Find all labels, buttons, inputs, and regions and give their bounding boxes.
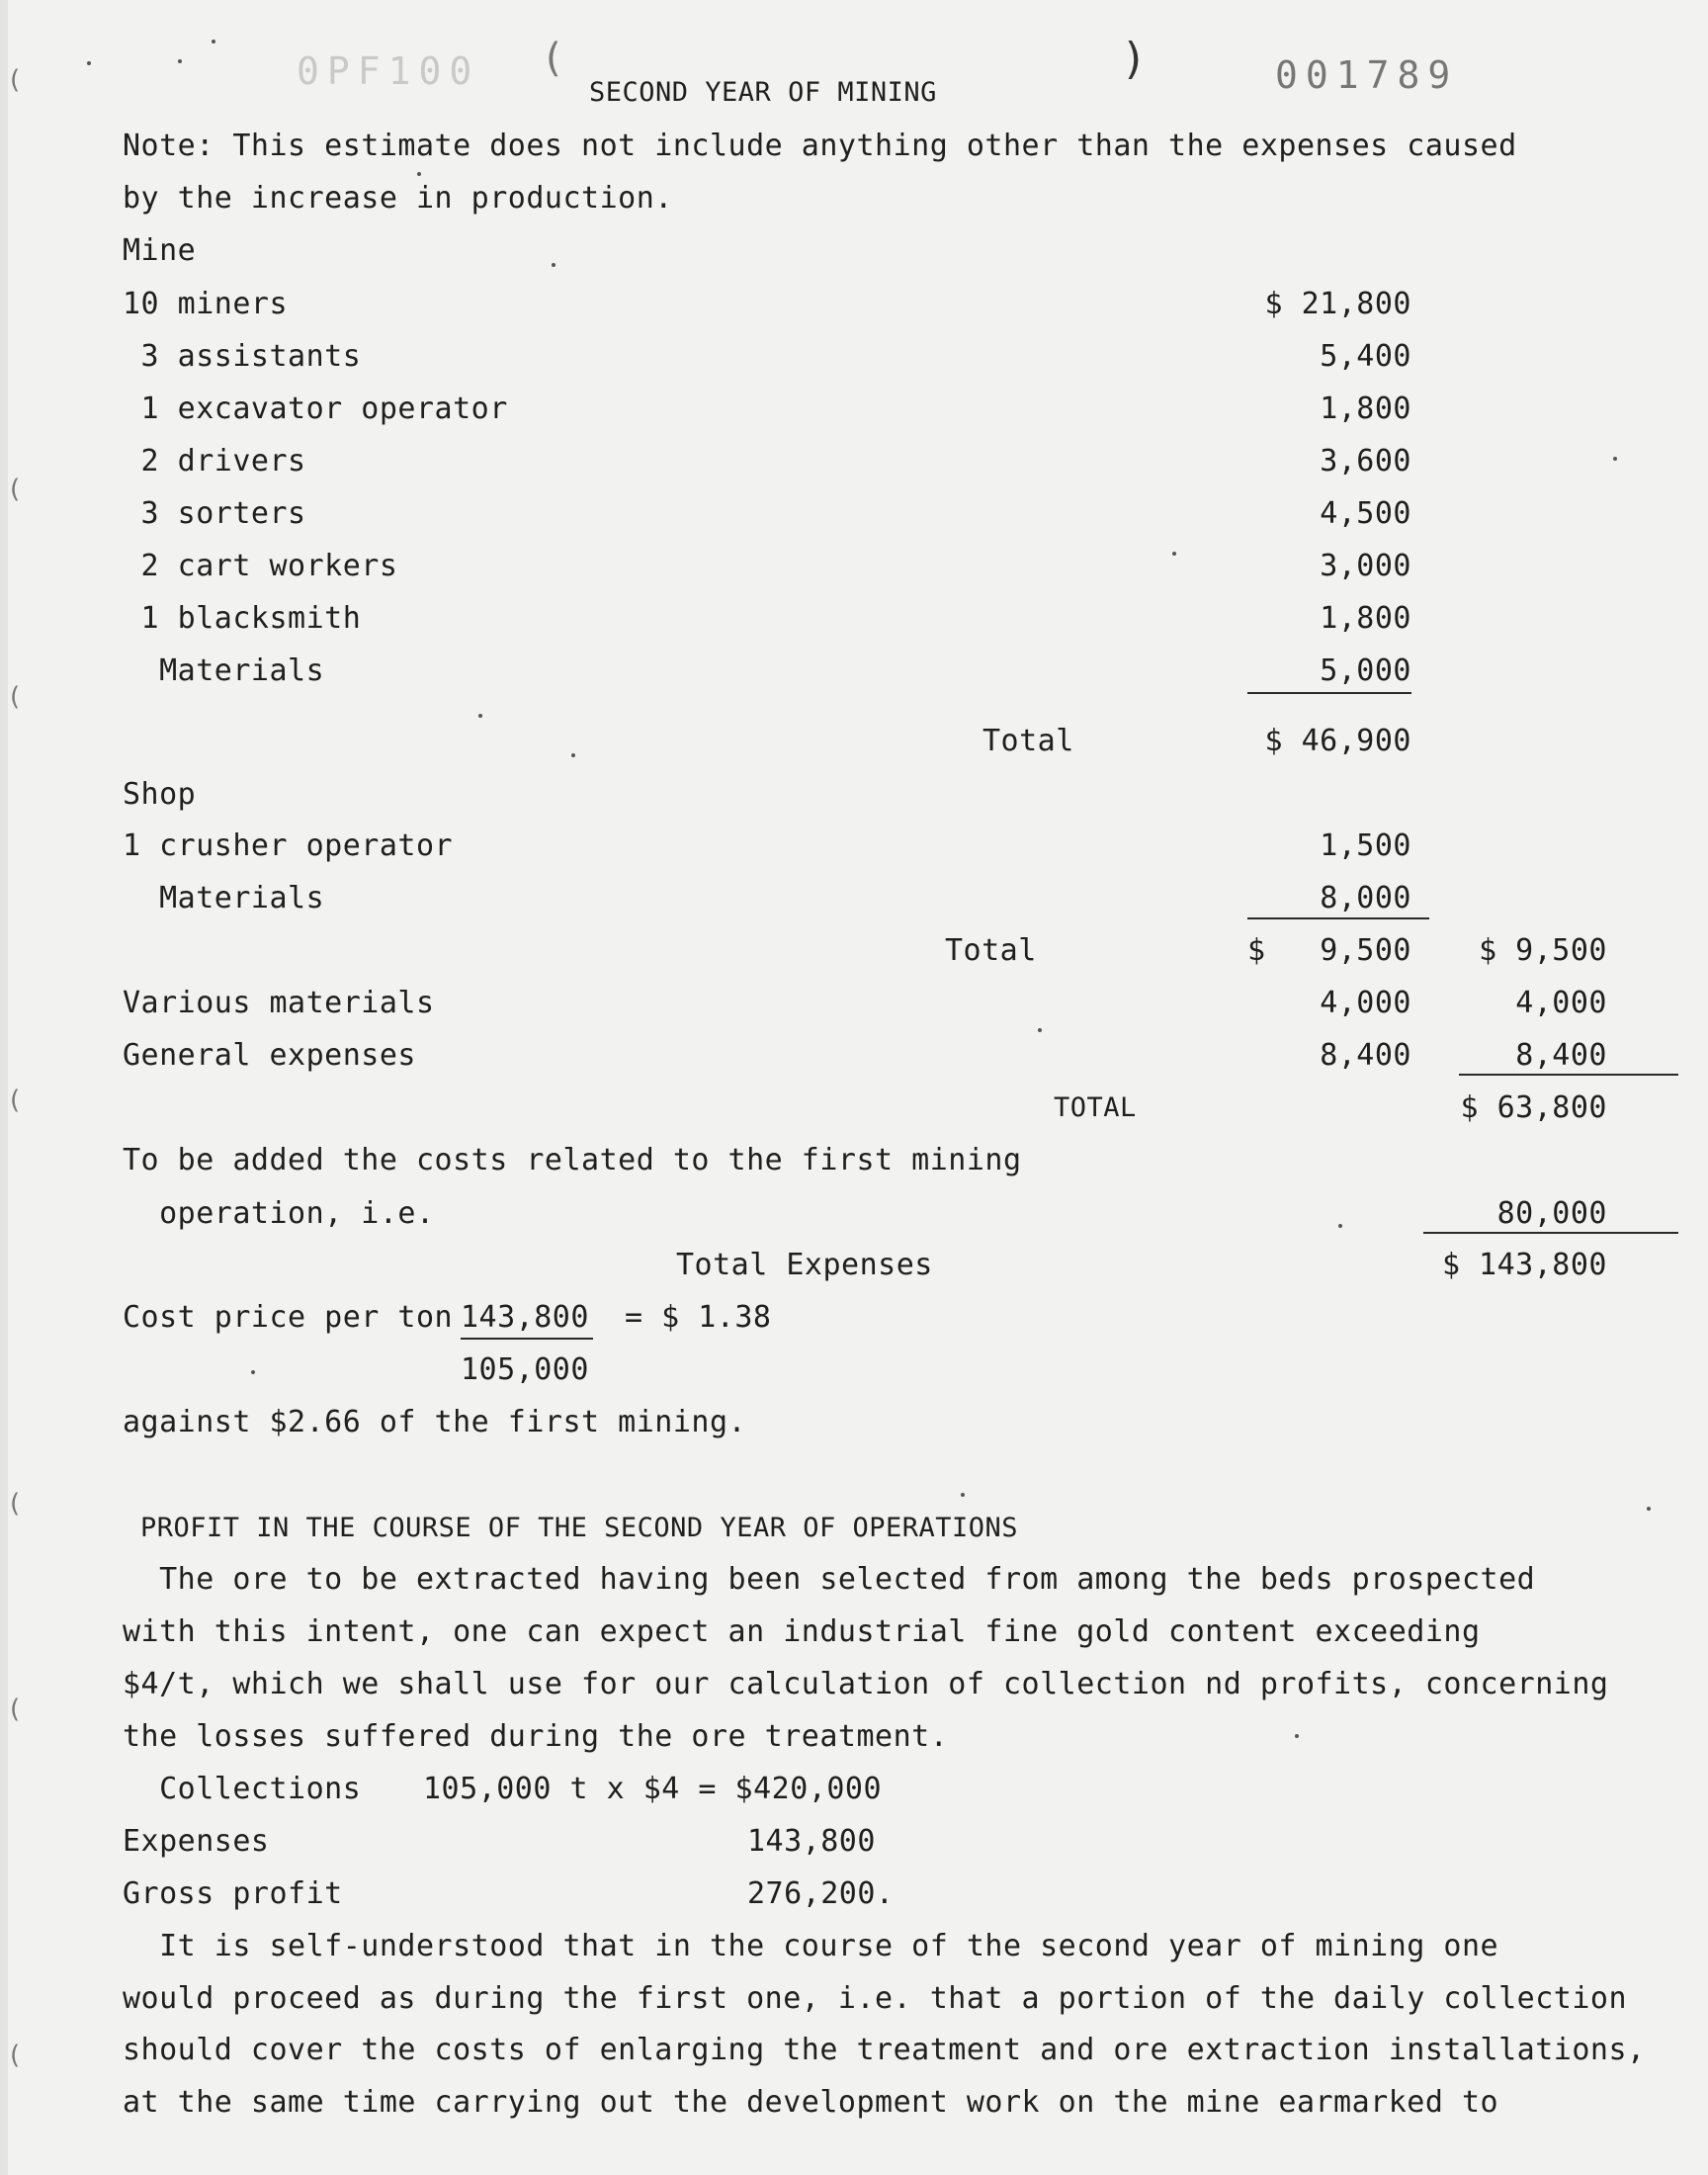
added-costs-line-1: To be added the costs related to the first mining [123,1143,1022,1177]
shop-item-label: Materials [123,881,325,915]
grand-total-rule [1459,1074,1678,1076]
collections-calc: 105,000 t x $4 = $420,000 [423,1772,883,1806]
shop-item-amount: 8,000 [1320,881,1411,915]
note-line-2: by the increase in production. [123,181,673,216]
other-item-label: General expenses [123,1038,416,1073]
mine-item-label: Materials [123,653,325,688]
mine-total-amount: $ 46,900 [1264,724,1411,758]
profit-para-line: with this intent, one can expect an industrial fine gold content exceeding [123,1614,1481,1649]
mine-heading: Mine [123,233,197,268]
against-first-mining: against $2.66 of the first mining. [123,1405,747,1439]
mine-item-amount: 5,400 [1320,339,1411,374]
mine-total-label: Total [982,724,1074,758]
punch-mark-right: ) [1125,34,1143,84]
scan-margin-mark: ( [10,1086,21,1115]
shop-total-label: Total [945,933,1037,968]
punch-mark: ( [546,36,561,81]
expenses-amount: 143,800 [747,1824,876,1859]
gross-profit-amount: 276,200. [747,1876,895,1911]
mine-item-label: 1 excavator operator [123,392,508,426]
page-edge [0,0,8,2175]
added-costs-amount: 80,000 [1496,1196,1607,1231]
mine-item-label: 10 miners [123,287,289,321]
speck [478,714,482,718]
speck [1295,1734,1299,1738]
shop-total-carry: $ 9,500 [1479,933,1607,968]
mine-item-amount: 3,600 [1320,444,1411,478]
expenses-label: Expenses [123,1824,270,1859]
other-item-label: Various materials [123,986,435,1020]
profit-heading: PROFIT IN THE COURSE OF THE SECOND YEAR OF OPERATIONS [140,1513,1019,1543]
mine-item-label: 2 cart workers [123,549,398,583]
profit-para-line: $4/t, which we shall use for our calculation of collection nd profits, concerning [123,1667,1609,1701]
mine-subtotal-rule [1247,692,1411,694]
shop-total-amount: 9,500 [1320,933,1411,968]
total-expenses-label: Total Expenses [676,1248,933,1282]
scan-margin-mark: ( [10,1489,21,1519]
cost-denominator: 105,000 [461,1352,589,1387]
speck [1613,457,1617,461]
speck [417,172,421,176]
shop-item-amount: 1,500 [1320,828,1411,863]
speck [1172,552,1176,556]
mine-item-label: 3 sorters [123,496,306,531]
other-item-amount: 8,400 [1320,1038,1411,1073]
page-title: SECOND YEAR OF MINING [589,77,937,108]
mine-item-amount: 4,500 [1320,496,1411,531]
shop-heading: Shop [123,777,197,812]
scan-margin-mark: ( [10,65,21,95]
cost-numerator: 143,800 [461,1300,589,1335]
profit-para-line: the losses suffered during the ore treatment. [123,1719,949,1754]
mine-item-label: 1 blacksmith [123,601,362,636]
shop-item-label: 1 crusher operator [123,828,454,863]
scan-margin-mark: ( [10,2041,21,2070]
total-expenses-rule [1423,1232,1678,1234]
total-expenses-amount: $ 143,800 [1441,1248,1607,1282]
fraction-bar [461,1338,593,1340]
mine-item-label: 3 assistants [123,339,362,374]
mine-item-amount: 1,800 [1320,601,1411,636]
speck [212,40,215,44]
shop-total-currency: $ [1247,933,1266,968]
speck [961,1493,965,1497]
mine-item-amount: 5,000 [1320,653,1411,688]
closing-line: at the same time carrying out the development work on the mine earmarked to [123,2085,1499,2120]
speck [1038,1028,1042,1032]
mine-item-label: 2 drivers [123,444,306,478]
closing-line: would proceed as during the first one, i.e. that a portion of the daily collection [123,1981,1628,2016]
shop-subtotal-rule [1247,917,1429,919]
speck [251,1370,255,1374]
closing-line: should cover the costs of enlarging the treatment and ore extraction installations, [123,2033,1646,2067]
collections-label: Collections [123,1772,362,1806]
profit-para-line: The ore to be extracted having been selected from among the beds prospected [123,1562,1536,1597]
mine-item-amount: 3,000 [1320,549,1411,583]
speck [178,59,182,63]
gross-profit-label: Gross profit [123,1876,343,1911]
other-item-amount: 4,000 [1320,986,1411,1020]
speck [552,263,555,267]
cost-price-label: Cost price per ton [123,1300,454,1335]
grand-total-amount: $ 63,800 [1460,1090,1607,1125]
faint-doc-number: 0PF100 [297,49,480,93]
speck [571,753,575,757]
speck [87,61,91,65]
added-costs-line-2: operation, i.e. [123,1196,435,1231]
other-item-carry: 8,400 [1515,1038,1607,1073]
doc-number: 001789 [1275,53,1459,97]
mine-item-amount: 1,800 [1320,392,1411,426]
mine-item-amount: $ 21,800 [1264,287,1411,321]
scan-margin-mark: ( [10,1695,21,1724]
other-item-carry: 4,000 [1515,986,1607,1020]
scan-margin-mark: ( [10,475,21,504]
speck [1647,1507,1651,1511]
note-line-1: Note: This estimate does not include anything other than the expenses caused [123,129,1517,163]
cost-result: = $ 1.38 [625,1300,772,1335]
speck [1338,1224,1342,1228]
grand-total-label: TOTAL [1054,1092,1137,1123]
closing-line: It is self-understood that in the course of the second year of mining one [123,1929,1499,1963]
scan-margin-mark: ( [10,682,21,712]
